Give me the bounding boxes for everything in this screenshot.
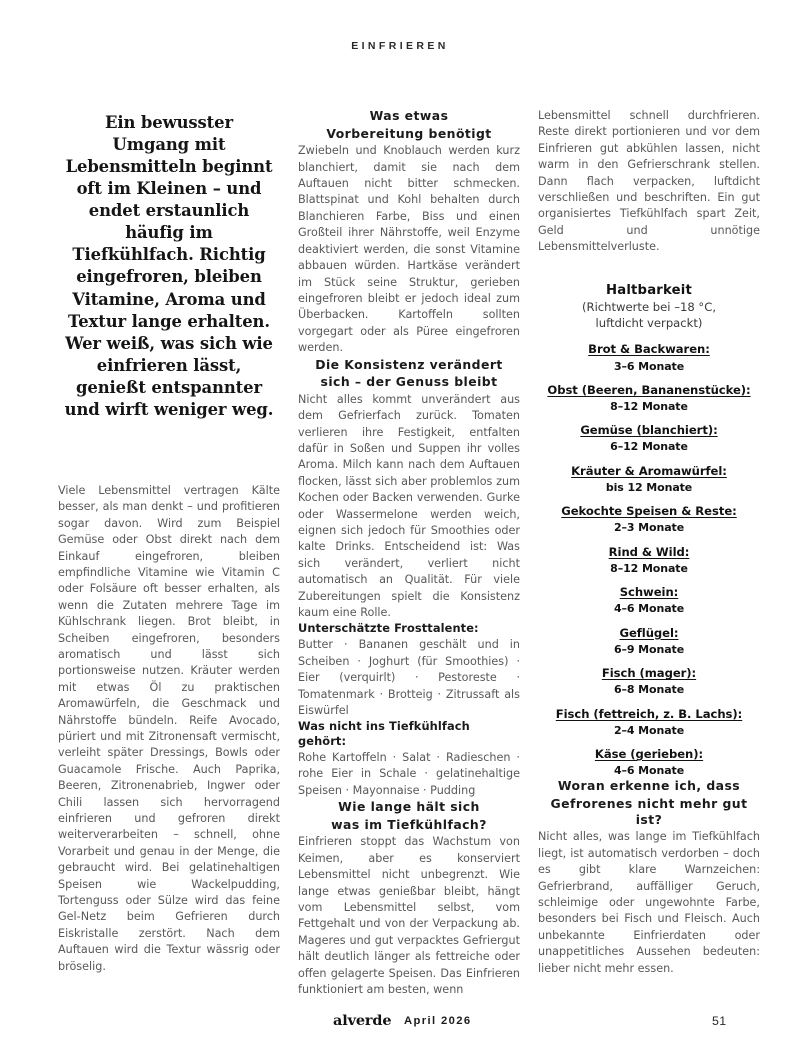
left-column-body: Viele Lebensmittel vertragen Kälte besser, als man denkt – und profitieren sogar davon. Wird zum Beispiel Gemüse oder Obst direkt nach dem Einkauf eingefroren, bleiben empfindliche Vitamine wie Vitamin C oder Folsäure oft besser erhalten, als wenn die Zutaten mehrere Tage im Kühlschrank liegen. Brot bleibt, in Scheiben eingefroren, besonders aromatisch und lässt sich portionsweise nutzen. Kräuter werden mit etwas Öl zu praktischen Aromawürfeln, die Geschmack und Nährstoffe bündeln. Reife Avocado, püriert und mit Zitronensaft vermischt, verleiht später Dressings, Bowls oder Guacamole Frische. Auch Paprika, Beeren, Zitronenabrieb, Ingwer oder Chili lassen sich hervorragend einfrieren und gefroren direkt weiterverarbeiten – schnell, ohne Vorarbeit und genau in der Menge, die gebraucht wird. Bei gelatinehaltigen Speisen wie Wackelpudding, Tortenguss oder Sülze wird das feine Gel-Netz beim Gefrieren durch Eiskristalle zerstört. Nach dem Auftauen wird die Textur wässrig oder bröselig. xyxy=(58,483,280,973)
right-column xyxy=(538,108,760,977)
shelf-life-item xyxy=(538,504,760,535)
body-haltbarkeit-frage: Einfrieren stoppt das Wachstum von Keimen, aber es konserviert Lebensmittel nicht unbegrenzt. Wie lange etwas genießbar bleibt, hängt vom Lebensmittel selbst, vom Fettgehalt und von der Verpackung ab. Mageres und gut verpacktes Gefriergut hält deutlich länger als fettreiche oder offen gelagerte Speisen. Das Einfrieren funktioniert am besten, wenn xyxy=(298,835,520,997)
shelf-life-duration: 8–12 Monate xyxy=(610,399,688,413)
shelf-life-duration: 2–4 Monate xyxy=(613,723,685,737)
shelf-life-category: Schwein: xyxy=(619,585,679,600)
heading-haltbarkeit-frage-line2: was im Tiefkühlfach? xyxy=(331,816,487,832)
brand-logo: alverde xyxy=(333,1012,392,1029)
body-warnzeichen: Nicht alles, was lange im Tiefkühlfach liegt, ist automatisch verdorben – doch es gibt klare Warnzeichen: Gefrierbrand, auffälliger Geruch, schleimige oder ungewohnte Farbe, besonders bei Fisch und Fleisch. Auch unbekannte Einfrierdaten oder unappetitliches Aussehen bedeuten: lieber nicht mehr essen. xyxy=(538,830,760,975)
page-footer xyxy=(0,1012,800,1036)
heading-konsistenz-line2: sich – der Genuss bleibt xyxy=(320,374,498,390)
page-number: 51 xyxy=(712,1014,727,1028)
intro-pull-quote: Ein bewusster Umgang mit Lebensmitteln beginnt oft im Kleinen – und endet erstaunlich häufig im Tiefkühlfach. Richtig eingefroren, bleiben Vitamine, Aroma und Textur lange erhalten. Wer weiß, was sich wie einfrieren lässt, genießt entspannter und wirft weniger weg. xyxy=(64,113,274,419)
shelf-life-item xyxy=(538,464,760,495)
shelf-life-title: Haltbarkeit xyxy=(606,282,692,298)
shelf-life-list xyxy=(538,342,760,778)
list-frosttalente: Butter · Bananen geschält und in Scheiben · Joghurt (für Smoothies) · Eier (verquirlt) · Pestoreste · Tomatenmark · Brotteig · Zitrussaft als Eiswürfel xyxy=(298,638,520,717)
heading-nicht-geeignet: Was nicht ins Tiefkühlfach gehört: xyxy=(298,719,470,749)
three-column-layout xyxy=(58,108,760,999)
shelf-life-category: Käse (gerieben): xyxy=(594,747,704,761)
shelf-life-item xyxy=(538,423,760,454)
left-column xyxy=(58,108,280,975)
shelf-life-duration: bis 12 Monate xyxy=(605,480,693,494)
shelf-life-duration: 6–8 Monate xyxy=(613,683,685,697)
shelf-life-category: Fisch (mager): xyxy=(601,666,697,681)
body-vorbereitung: Zwiebeln und Knoblauch werden kurz blanchiert, damit sie nach dem Auftauen nicht bitter schmecken. Blattspinat und Kohl behalten durch Blanchieren Farbe, Biss und einen Großteil ihrer Nährstoffe, weil Enzyme deaktiviert werden, die sonst Vitamine abbauen würden. Hartkäse verändert im Stück seine Struktur, gerieben eingefroren bleibt er jedoch ideal zum Überbacken. Kartoffeln sollten vorgegart oder als Püree eingefroren werden. xyxy=(298,144,520,355)
shelf-life-item xyxy=(538,585,760,616)
shelf-life-duration: 4–6 Monate xyxy=(613,764,685,778)
shelf-life-duration: 4–6 Monate xyxy=(613,602,685,616)
shelf-life-panel xyxy=(538,282,760,779)
shelf-life-category: Brot & Backwaren: xyxy=(588,342,710,357)
shelf-life-item xyxy=(538,342,760,373)
shelf-life-category: Fisch (fettreich, z. B. Lachs): xyxy=(555,706,743,721)
shelf-life-subtitle-line2: luftdicht verpackt) xyxy=(595,315,703,330)
shelf-life-duration: 6–12 Monate xyxy=(610,440,688,454)
shelf-life-category: Gekochte Speisen & Reste: xyxy=(561,504,737,519)
shelf-life-category: Rind & Wild: xyxy=(608,544,690,559)
shelf-life-category: Kräuter & Aromawürfel: xyxy=(571,463,727,478)
shelf-life-duration: 6–9 Monate xyxy=(613,642,685,656)
heading-warnzeichen-line2: Gefrorenes nicht mehr gut ist? xyxy=(550,796,748,827)
shelf-life-item xyxy=(538,747,760,778)
shelf-life-duration: 3–6 Monate xyxy=(613,359,685,373)
heading-haltbarkeit-frage-line1: Wie lange hält sich xyxy=(338,799,480,815)
shelf-life-subtitle-line1: (Richtwerte bei –18 °C, xyxy=(581,299,717,314)
shelf-life-item xyxy=(538,707,760,738)
heading-warnzeichen-line1: Woran erkenne ich, dass xyxy=(557,778,741,794)
shelf-life-category: Gemüse (blanchiert): xyxy=(580,423,718,438)
heading-konsistenz-line1: Die Konsistenz verändert xyxy=(315,356,503,372)
shelf-life-category: Obst (Beeren, Bananenstücke): xyxy=(547,382,751,397)
heading-vorbereitung-line2: Vorbereitung benötigt xyxy=(326,125,492,141)
running-head: EINFRIEREN xyxy=(351,40,449,52)
body-konsistenz: Nicht alles kommt unverändert aus dem Gefrierfach zurück. Tomaten verlieren ihre Festigkeit, entfalten dafür in Soßen und Suppen ihr volles Aroma. Milch kann nach dem Auftauen flocken, lässt sich aber problemlos zum Kochen oder Backen verwenden. Gurke oder Wassermelone werden weich, eignen sich jedoch für Smoothies oder kalte Drinks. Entscheidend ist: Was sich verändert, verliert nicht automatisch an Qualität. Für viele Zubereitungen spielt die Konsistenz kaum eine Rolle. xyxy=(298,392,520,620)
shelf-life-item xyxy=(538,383,760,414)
shelf-life-item xyxy=(538,545,760,576)
middle-column xyxy=(298,108,520,999)
shelf-life-category: Geflügel: xyxy=(619,625,679,640)
body-continued: Lebensmittel schnell durchfrieren. Reste direkt portionieren und vor dem Einfrieren gut abkühlen lassen, nicht warm in den Gefrierschrank stellen. Dann flach verpacken, luftdicht verschließen und beschriften. Ein gut organisiertes Tiefkühlfach spart Zeit, Geld und unnötige Lebensmittelverluste. xyxy=(538,109,760,254)
shelf-life-duration: 8–12 Monate xyxy=(610,561,688,575)
shelf-life-duration: 2–3 Monate xyxy=(613,521,685,535)
heading-vorbereitung-line1: Was etwas xyxy=(369,108,449,123)
shelf-life-item xyxy=(538,666,760,697)
shelf-life-item xyxy=(538,626,760,657)
issue-date: April 2026 xyxy=(404,1015,472,1027)
heading-frosttalente: Unterschätzte Frosttalente: xyxy=(298,621,479,636)
list-nicht-geeignet: Rohe Kartoffeln · Salat · Radieschen · rohe Eier in Schale · gelatinehaltige Speisen · Mayonnaise · Pudding xyxy=(298,750,520,797)
